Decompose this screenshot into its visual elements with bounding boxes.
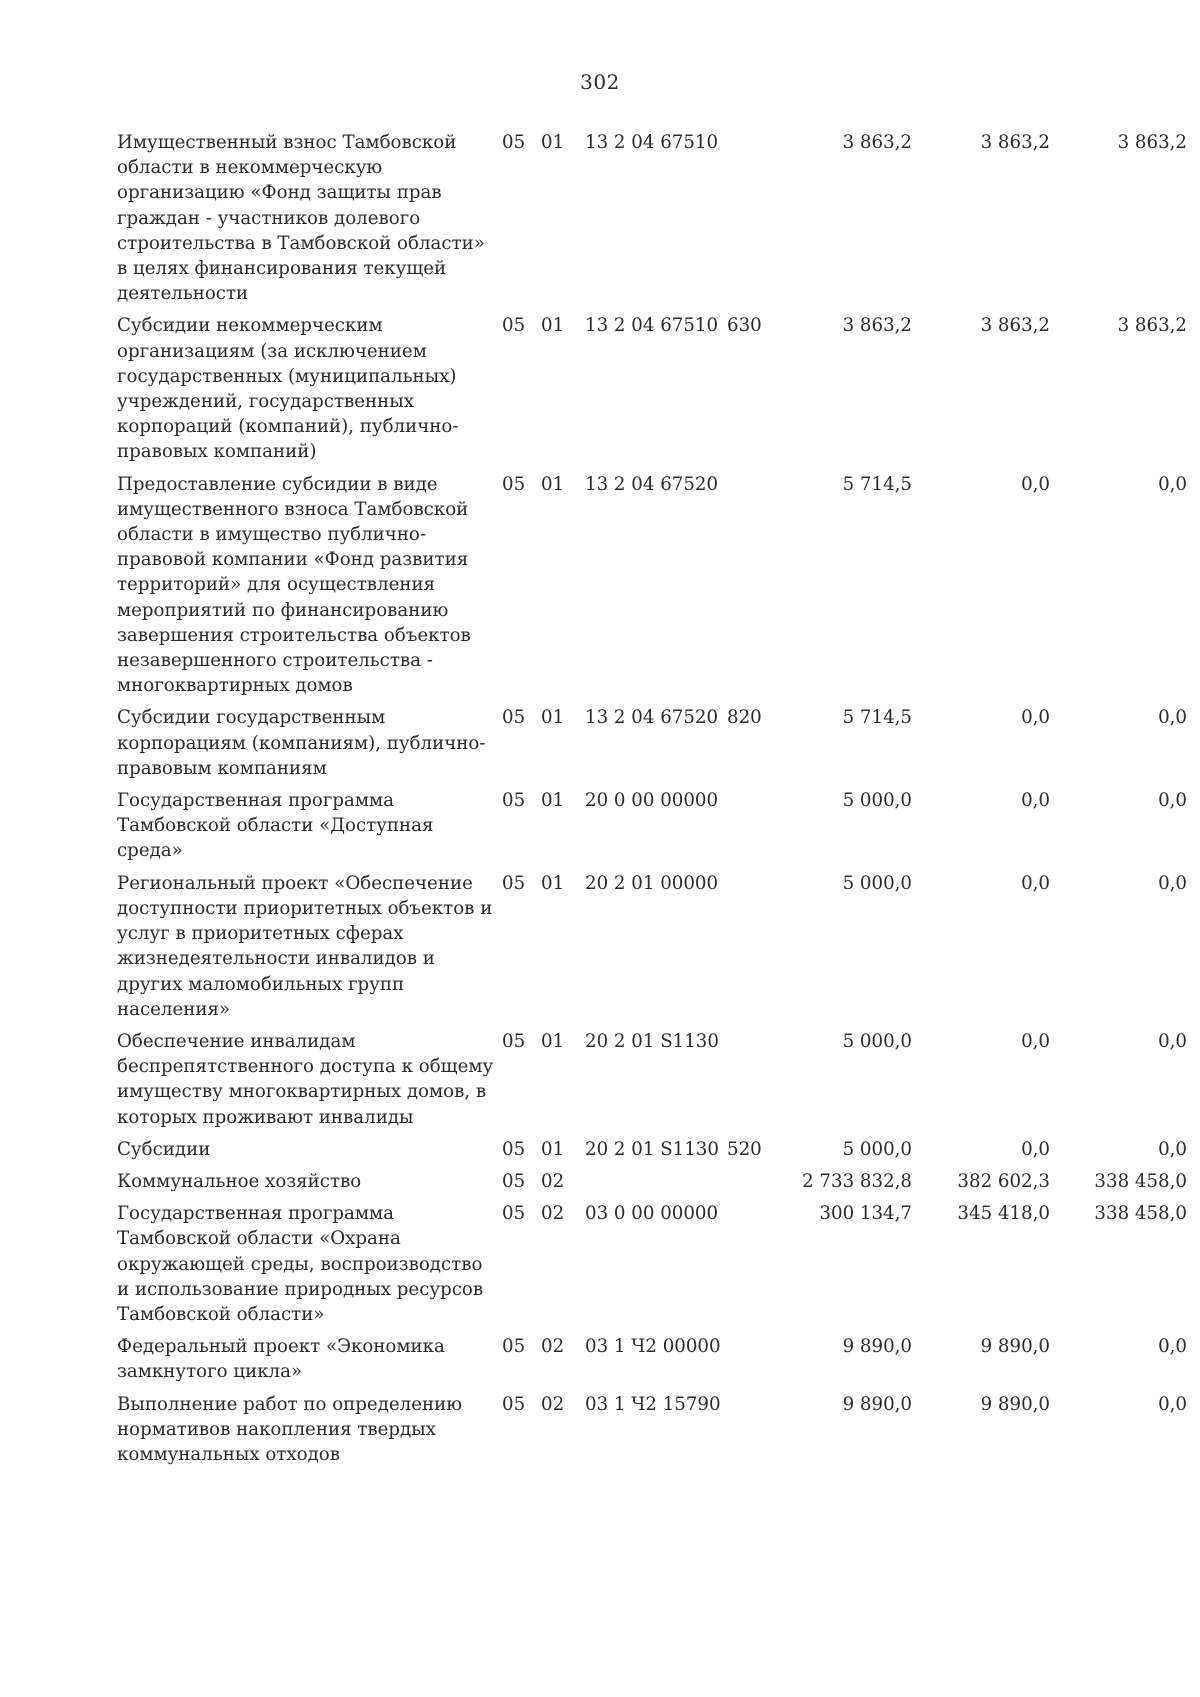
- row-section: 05: [502, 790, 526, 812]
- row-name: Субсидии некоммерческим организациям (за исключением государственных (муниципальных) учреждений, государственных корпораций (компаний), публично-правовых компаний): [117, 315, 459, 463]
- row-section: 05: [502, 1336, 526, 1358]
- table-row: [117, 313, 1187, 471]
- row-expense-type: [727, 871, 787, 1029]
- row-amount-year-1: 9 890,0: [842, 1393, 912, 1415]
- row-amount-year-1: 5 000,0: [842, 790, 912, 812]
- row-expense-type: 820: [727, 707, 762, 729]
- table-row: [117, 705, 1187, 788]
- row-target-article: 13 2 04 67520: [585, 473, 719, 495]
- row-section: 05: [502, 872, 526, 894]
- row-amount-year-2: 345 418,0: [957, 1203, 1050, 1225]
- row-amount-year-2: 9 890,0: [980, 1393, 1050, 1415]
- row-expense-type: [727, 1392, 787, 1475]
- row-target-article: 20 2 01 S1130: [585, 1030, 719, 1052]
- row-name: Региональный проект «Обеспечение доступности приоритетных объектов и услуг в приоритетных сферах жизнедеятельности инвалидов и других маломобильных групп населения»: [117, 872, 493, 1020]
- row-section: 05: [502, 1138, 526, 1160]
- row-name: Субсидии государственным корпорациям (компаниям), публично-правовым компаниям: [117, 707, 486, 779]
- row-section: 05: [502, 132, 526, 153]
- row-target-article: 03 1 Ч2 15790: [585, 1393, 721, 1415]
- row-amount-year-3: 338 458,0: [1094, 1203, 1187, 1225]
- row-expense-type: [727, 1029, 787, 1137]
- row-expense-type: [727, 472, 787, 706]
- row-name: Коммунальное хозяйство: [117, 1170, 362, 1192]
- table-row: [117, 871, 1187, 1029]
- table-body: [117, 130, 1187, 1474]
- row-amount-year-1: 5 000,0: [842, 872, 912, 894]
- table-row: [117, 130, 1187, 313]
- row-amount-year-3: 0,0: [1158, 1336, 1187, 1358]
- page-number: 302: [580, 70, 620, 94]
- row-amount-year-2: 9 890,0: [980, 1336, 1050, 1358]
- row-amount-year-2: 0,0: [1021, 1138, 1050, 1160]
- row-name: Субсидии: [117, 1138, 211, 1160]
- row-amount-year-3: 0,0: [1158, 473, 1187, 495]
- row-amount-year-1: 2 733 832,8: [802, 1170, 912, 1192]
- row-section: 05: [502, 473, 526, 495]
- row-amount-year-1: 3 863,2: [842, 315, 912, 337]
- row-amount-year-3: 0,0: [1158, 872, 1187, 894]
- row-subsection: 01: [541, 707, 565, 729]
- row-section: 05: [502, 1170, 526, 1192]
- row-subsection: 02: [541, 1170, 565, 1192]
- row-target-article: 13 2 04 67510: [585, 315, 719, 337]
- row-section: 05: [502, 1393, 526, 1415]
- row-amount-year-2: 3 863,2: [980, 132, 1050, 153]
- row-amount-year-1: 5 714,5: [842, 707, 912, 729]
- row-name: Обеспечение инвалидам беспрепятственного доступа к общему имуществу многоквартирных домов, в которых проживают инвалиды: [117, 1030, 494, 1128]
- row-name: Предоставление субсидии в виде имущественного взноса Тамбовской области в имущество публично-правовой компании «Фонд развития территорий» для осуществления мероприятий по финансированию завершения строительства объектов незавершенного строительства - многоквартирных домов: [117, 473, 471, 697]
- row-section: 05: [502, 1030, 526, 1052]
- row-expense-type: [727, 1201, 787, 1334]
- row-amount-year-3: 0,0: [1158, 1030, 1187, 1052]
- table-row: [117, 1334, 1187, 1391]
- row-subsection: 01: [541, 1138, 565, 1160]
- table-row: [117, 1169, 1187, 1201]
- row-amount-year-3: 3 863,2: [1117, 315, 1187, 337]
- row-amount-year-3: 338 458,0: [1094, 1170, 1187, 1192]
- row-amount-year-2: 3 863,2: [980, 315, 1050, 337]
- row-subsection: 01: [541, 790, 565, 812]
- row-name: Федеральный проект «Экономика замкнутого цикла»: [117, 1336, 445, 1383]
- row-expense-type: 520: [727, 1138, 762, 1160]
- row-expense-type: [727, 130, 787, 313]
- table-row: [117, 1392, 1187, 1475]
- row-target-article: 13 2 04 67520: [585, 707, 719, 729]
- row-amount-year-3: 0,0: [1158, 1138, 1187, 1160]
- row-expense-type: [727, 788, 787, 871]
- row-subsection: 01: [541, 315, 565, 337]
- row-amount-year-1: 9 890,0: [842, 1336, 912, 1358]
- row-name: Имущественный взнос Тамбовской области в некоммерческую организацию «Фонд защиты прав граждан - участников долевого строительства в Тамбовской области» в целях финансирования текущей деятельности: [117, 132, 485, 305]
- row-target-article: 03 1 Ч2 00000: [585, 1336, 721, 1358]
- row-expense-type: [727, 1334, 787, 1391]
- row-amount-year-1: 5 000,0: [842, 1138, 912, 1160]
- row-subsection: 01: [541, 473, 565, 495]
- row-amount-year-1: 3 863,2: [842, 132, 912, 153]
- row-amount-year-3: 0,0: [1158, 707, 1187, 729]
- row-section: 05: [502, 315, 526, 337]
- row-name: Государственная программа Тамбовской области «Охрана окружающей среды, воспроизводство и использование природных ресурсов Тамбовской области»: [117, 1203, 484, 1325]
- table-row: [117, 472, 1187, 706]
- row-subsection: 02: [541, 1336, 565, 1358]
- row-amount-year-3: 3 863,2: [1117, 132, 1187, 153]
- table-row: [117, 788, 1187, 871]
- row-amount-year-2: 0,0: [1021, 473, 1050, 495]
- row-name: Государственная программа Тамбовской области «Доступная среда»: [117, 790, 434, 862]
- row-expense-type: 630: [727, 315, 762, 337]
- row-subsection: 01: [541, 872, 565, 894]
- row-subsection: 02: [541, 1203, 565, 1225]
- row-expense-type: [727, 1169, 787, 1201]
- row-target-article: 03 0 00 00000: [585, 1203, 719, 1225]
- table-row: [117, 1201, 1187, 1334]
- table-row: [117, 1137, 1187, 1169]
- row-subsection: 01: [541, 132, 565, 153]
- row-amount-year-2: 0,0: [1021, 790, 1050, 812]
- row-amount-year-3: 0,0: [1158, 1393, 1187, 1415]
- row-amount-year-2: 0,0: [1021, 1030, 1050, 1052]
- row-name: Выполнение работ по определению нормативов накопления твердых коммунальных отходов: [117, 1393, 463, 1465]
- row-amount-year-1: 300 134,7: [819, 1203, 912, 1225]
- row-target-article: 20 0 00 00000: [585, 790, 719, 812]
- row-amount-year-1: 5 000,0: [842, 1030, 912, 1052]
- row-target-article: 20 2 01 00000: [585, 872, 719, 894]
- row-subsection: 02: [541, 1393, 565, 1415]
- row-target-article: 13 2 04 67510: [585, 132, 719, 153]
- row-section: 05: [502, 1203, 526, 1225]
- row-amount-year-2: 0,0: [1021, 707, 1050, 729]
- row-amount-year-1: 5 714,5: [842, 473, 912, 495]
- row-target-article: [583, 1169, 727, 1201]
- table-row: [117, 1029, 1187, 1137]
- row-amount-year-2: 382 602,3: [957, 1170, 1050, 1192]
- row-section: 05: [502, 707, 526, 729]
- budget-table: [117, 130, 1187, 1474]
- row-amount-year-2: 0,0: [1021, 872, 1050, 894]
- row-subsection: 01: [541, 1030, 565, 1052]
- row-target-article: 20 2 01 S1130: [585, 1138, 719, 1160]
- row-amount-year-3: 0,0: [1158, 790, 1187, 812]
